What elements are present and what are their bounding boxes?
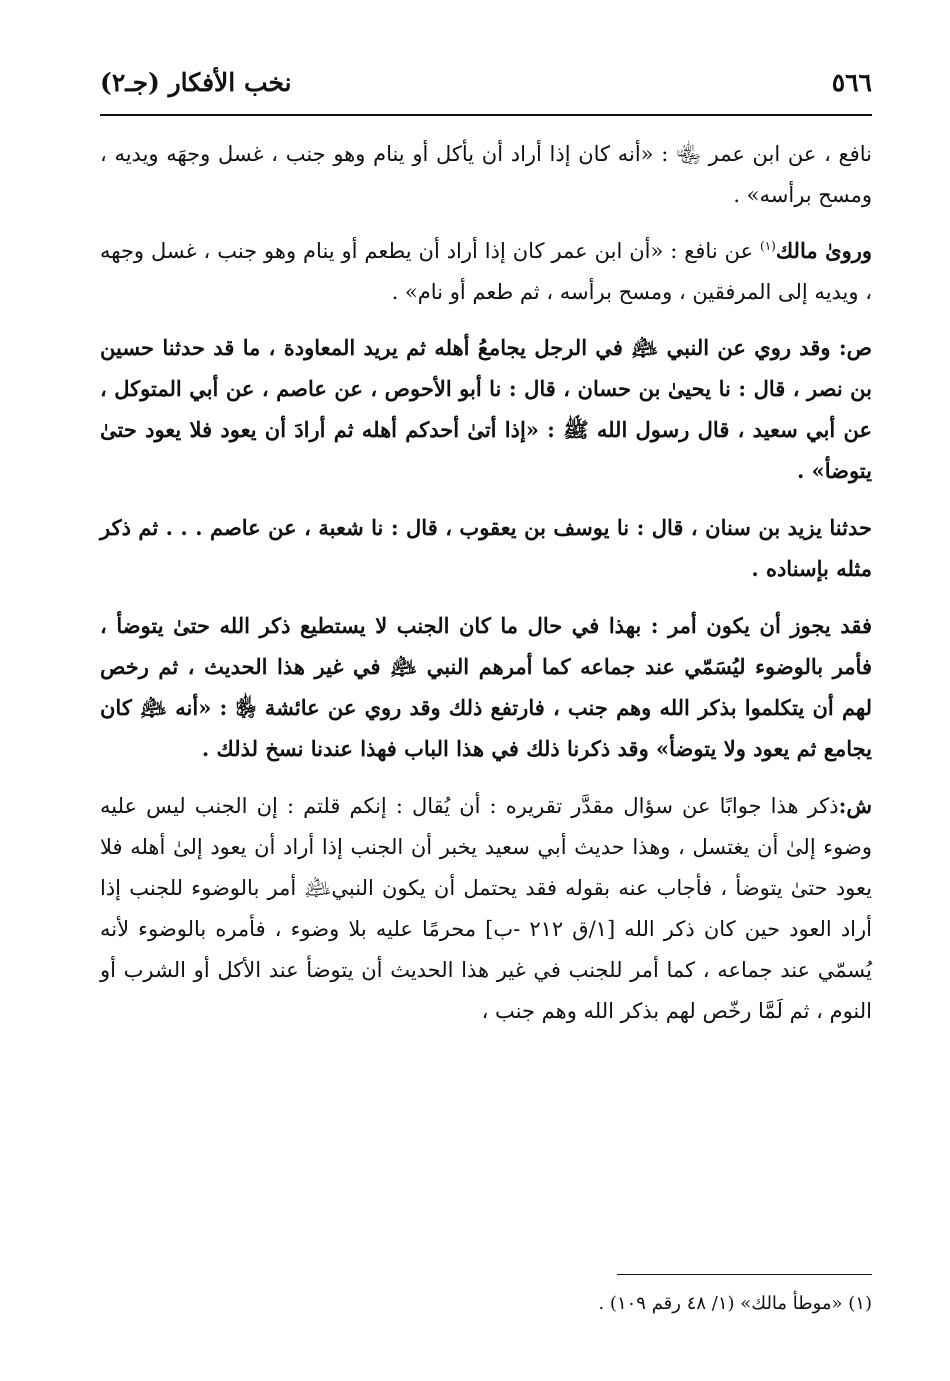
paragraph-malik-narration xyxy=(100,230,872,313)
paragraph-abrogation xyxy=(100,605,872,769)
paragraph-text: وقد روي عن النبي ﵇ في الرجل يجامعُ أهله ثم يريد المعاودة ، ما قد حدثنا حسين بن نصر ، قال : نا يحيىٰ بن حسان ، قال : نا أبو الأحوص ، عن عاصم ، عن أبي المتوكل ، عن أبي سعيد ، قال رسول الله ﷺ : «إذا أتىٰ أحدكم أهله ثم أرادَ أن يعود فلا يعود حتىٰ يتوضأ» . xyxy=(100,335,872,483)
page-header xyxy=(100,66,872,106)
footnote-rule xyxy=(617,1274,872,1275)
page-number: ٥٦٦ xyxy=(831,68,872,97)
body-text xyxy=(100,134,872,1046)
paragraph-text: حدثنا يزيد بن سنان ، قال : نا يوسف بن يعقوب ، قال : نا شعبة ، عن عاصم . . . ثم ذكر مثله بإسناده . xyxy=(100,515,872,581)
paragraph-text: نافع ، عن ابن عمر ﵄ : «أنه كان إذا أراد أن يأكل أو ينام وهو جنب ، غسل وجهَه ويديه ، ومسح برأسه» . xyxy=(100,142,872,207)
paragraph-nafi-hadith xyxy=(100,134,872,216)
header-rule xyxy=(100,114,872,116)
running-title: نخب الأفكار (جـ٢) xyxy=(100,68,292,97)
paragraph-text: ذكر هذا جوابًا عن سؤال مقدَّر تقريره : أن يُقال : إنكم قلتم : إن الجنب ليس عليه وضوء إلىٰ أن يغتسل ، وهذا حديث أبي سعيد يخبر أن الجنب إذا أراد أن يعود إلىٰ أهله فلا يعود حتىٰ يتوضأ ، فأجاب عنه بقوله فقد يحتمل أن يكون النبي﵇ أمر بالوضوء للجنب إذا أراد العود حين كان ذكر الله [١/ق ٢١٢ -ب] محرمًا عليه بلا وضوء ، فأمره بالوضوء لأنه يُسمّي عند جماعه ، كما أمر للجنب في غير هذا الحديث أن يتوضأ عند الأكل أو الشرب أو النوم ، ثم لَمَّا رخّص لهم بذكر الله وهم جنب ، xyxy=(100,794,872,1023)
narrator-label: وروىٰ مالك xyxy=(775,238,872,263)
footnote: (١) «موطأ مالك» (١/ ٤٨ رقم ١٠٩) . xyxy=(598,1293,872,1314)
paragraph-matn xyxy=(100,327,872,491)
paragraph-text: فقد يجوز أن يكون أمر : بهذا في حال ما كان الجنب لا يستطيع ذكر الله حتىٰ يتوضأ ، فأمر بالوضوء ليُسَمّي عند جماعه كما أمرهم النبي ﵇ في غير هذا الحديث ، ثم رخص لهم أن يتكلموا بذكر الله وهم جنب ، فارتفع ذلك وقد روي عن عائشة ﵂ : «أنه ﵇ كان يجامع ثم يعود ولا يتوضأ» وقد ذكرنا ذلك في هذا الباب فهذا عندنا نسخ لذلك . xyxy=(100,613,872,761)
footnote-marker: (١) xyxy=(760,239,776,253)
section-label-sad: ص: xyxy=(838,335,872,360)
paragraph-commentary xyxy=(100,785,872,1032)
paragraph-isnad xyxy=(100,507,872,589)
section-label-shin: ش: xyxy=(838,793,872,818)
paragraph-text: عن نافع : «أن ابن عمر كان إذا أراد أن يطعم أو ينام وهو جنب ، غسل وجهه ، ويديه إلى المرفقين ، ومسح برأسه ، ثم طعم أو نام» . xyxy=(100,239,872,304)
